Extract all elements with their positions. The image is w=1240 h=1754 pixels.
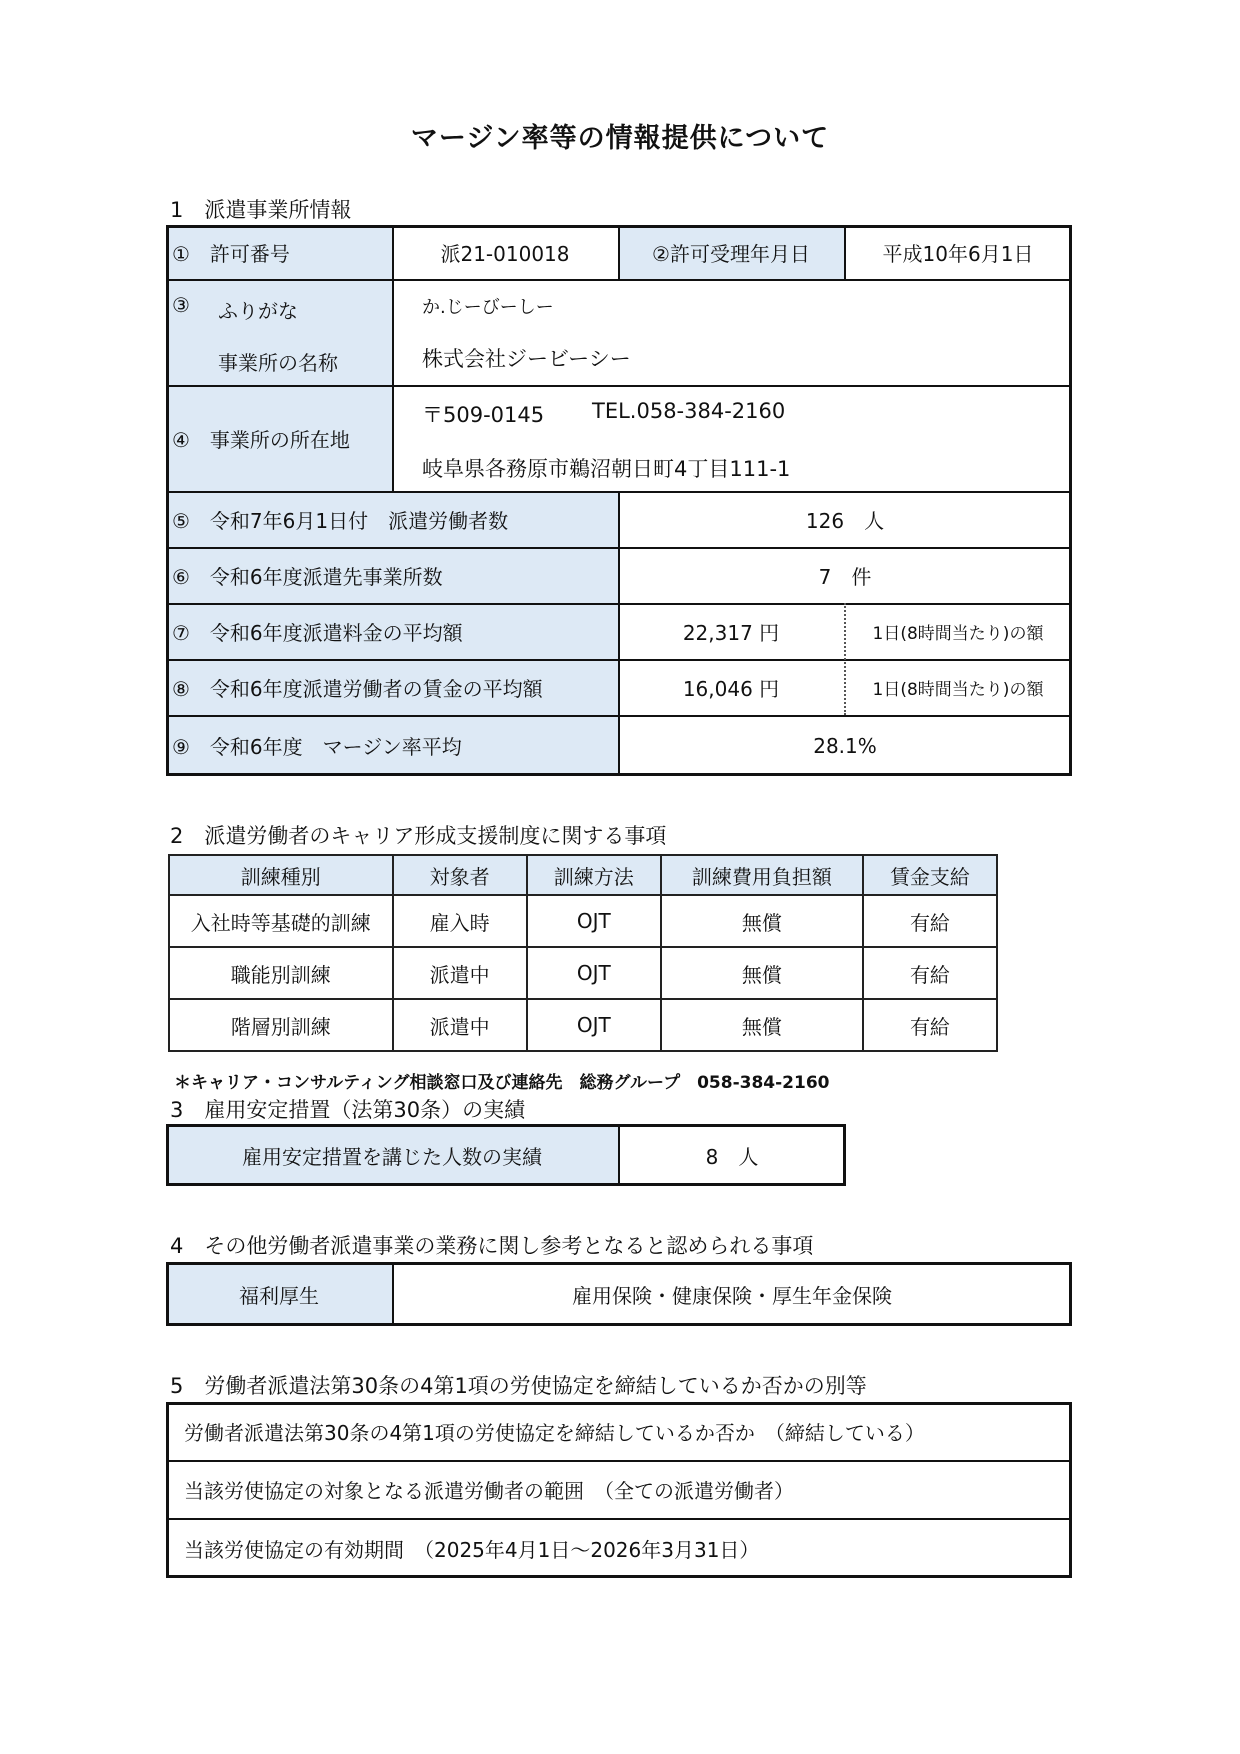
employment-stability-value: 8 人 xyxy=(705,1144,759,1169)
section3-heading: 3 雇用安定措置（法第30条）の実績 xyxy=(170,1098,526,1122)
margin-rate-label: ⑨ 令和6年度 マージン率平均 xyxy=(166,715,618,776)
client-count-value: 7 件 xyxy=(818,564,872,589)
section2-heading: 2 派遣労働者のキャリア形成支援制度に関する事項 xyxy=(170,824,667,848)
employment-stability-label: 雇用安定措置を講じた人数の実績 xyxy=(166,1124,618,1186)
agreement-period-row: 当該労使協定の有効期間 （2025年4月1日～2026年3月31日） xyxy=(184,1537,760,1562)
table-row xyxy=(169,999,997,1051)
table-cell: OJT xyxy=(527,999,661,1051)
col-divider xyxy=(392,225,394,491)
table-cell: 無償 xyxy=(661,947,863,999)
career-training-table xyxy=(168,854,998,1052)
permit-date-value: 平成10年6月1日 xyxy=(882,241,1034,266)
table-cell: 有給 xyxy=(863,895,997,947)
career-consulting-note: ＊キャリア・コンサルティング相談窓口及び連絡先 総務グループ 058-384-2160 xyxy=(174,1073,830,1093)
table-border xyxy=(166,1402,1072,1578)
office-address: 岐阜県各務原市鵜沼朝日町4丁目111-1 xyxy=(422,457,791,481)
col-header: 対象者 xyxy=(393,855,527,895)
furigana-label: ふりがな xyxy=(218,299,298,323)
worker-count-value: 126 人 xyxy=(805,508,885,533)
table-cell: OJT xyxy=(527,895,661,947)
avg-fee-note: 1日(8時間当たり)の額 xyxy=(872,623,1044,644)
table-border xyxy=(166,1262,1072,1326)
table-cell: 無償 xyxy=(661,895,863,947)
avg-wage-note: 1日(8時間当たり)の額 xyxy=(872,679,1044,700)
employment-stability-table xyxy=(166,1124,846,1186)
office-name-label-text: 事業所の名称 xyxy=(218,351,338,375)
welfare-value: 雇用保険・健康保険・厚生年金保険 xyxy=(572,1283,892,1308)
furigana-value: か.じーびーしー xyxy=(422,297,554,318)
table-cell: 入社時等基礎的訓練 xyxy=(169,895,393,947)
row-divider xyxy=(166,1518,1072,1520)
permit-number-label: ① 許可番号 xyxy=(166,225,392,279)
col-divider xyxy=(844,225,846,279)
welfare-label: 福利厚生 xyxy=(166,1262,392,1326)
table-header-row xyxy=(169,855,997,895)
table-cell: 雇入時 xyxy=(393,895,527,947)
table-cell: OJT xyxy=(527,947,661,999)
section5-heading: 5 労働者派遣法第30条の4第1項の労使協定を締結しているか否かの別等 xyxy=(170,1374,867,1398)
welfare-table xyxy=(166,1262,1072,1326)
avg-wage-label: ⑧ 令和6年度派遣労働者の賃金の平均額 xyxy=(166,659,618,715)
avg-fee-value: 22,317 円 xyxy=(682,620,780,645)
table-cell: 階層別訓練 xyxy=(169,999,393,1051)
worker-count-label: ⑤ 令和7年6月1日付 派遣労働者数 xyxy=(166,491,618,547)
agreement-status-row: 労働者派遣法第30条の4第1項の労使協定を締結しているか否か （締結している） xyxy=(184,1420,925,1445)
table-border xyxy=(166,1124,846,1186)
col-divider xyxy=(618,225,620,279)
col-divider xyxy=(618,1124,620,1186)
avg-fee-label: ⑦ 令和6年度派遣料金の平均額 xyxy=(166,603,618,659)
labor-agreement-table xyxy=(166,1402,1072,1578)
office-name-value: 株式会社ジービーシー xyxy=(422,347,631,371)
client-count-label: ⑥ 令和6年度派遣先事業所数 xyxy=(166,547,618,603)
avg-wage-value: 16,046 円 xyxy=(682,676,780,701)
table-cell: 職能別訓練 xyxy=(169,947,393,999)
col-divider xyxy=(618,491,620,776)
permit-number-value: 派21-010018 xyxy=(440,241,570,266)
section1-table xyxy=(166,225,1072,776)
table-cell: 派遣中 xyxy=(393,999,527,1051)
col-header: 訓練種別 xyxy=(169,855,393,895)
margin-rate-value: 28.1% xyxy=(813,733,877,758)
table-row xyxy=(169,895,997,947)
table-cell: 有給 xyxy=(863,947,997,999)
row-divider xyxy=(166,279,1072,281)
section4-heading: 4 その他労働者派遣事業の業務に関し参考となると認められる事項 xyxy=(170,1234,814,1258)
item-number: ③ xyxy=(172,293,190,317)
table-row xyxy=(169,947,997,999)
page-title: マージン率等の情報提供について xyxy=(410,123,830,154)
permit-date-label: ②許可受理年月日 xyxy=(618,225,844,279)
col-divider xyxy=(392,1262,394,1326)
dotted-divider xyxy=(844,603,846,715)
agreement-scope-row: 当該労使協定の対象となる派遣労働者の範囲 （全ての派遣労働者） xyxy=(184,1478,794,1503)
table-cell: 有給 xyxy=(863,999,997,1051)
row-divider xyxy=(166,385,1072,387)
office-address-label: ④ 事業所の所在地 xyxy=(166,385,392,491)
postal-code: 〒509-0145 xyxy=(422,403,545,427)
table-cell: 無償 xyxy=(661,999,863,1051)
col-header: 訓練方法 xyxy=(527,855,661,895)
section1-heading: 1 派遣事業所情報 xyxy=(170,198,352,222)
col-header: 訓練費用負担額 xyxy=(661,855,863,895)
office-tel: TEL.058-384-2160 xyxy=(592,399,786,423)
table-cell: 派遣中 xyxy=(393,947,527,999)
row-divider xyxy=(166,1460,1072,1462)
col-header: 賃金支給 xyxy=(863,855,997,895)
